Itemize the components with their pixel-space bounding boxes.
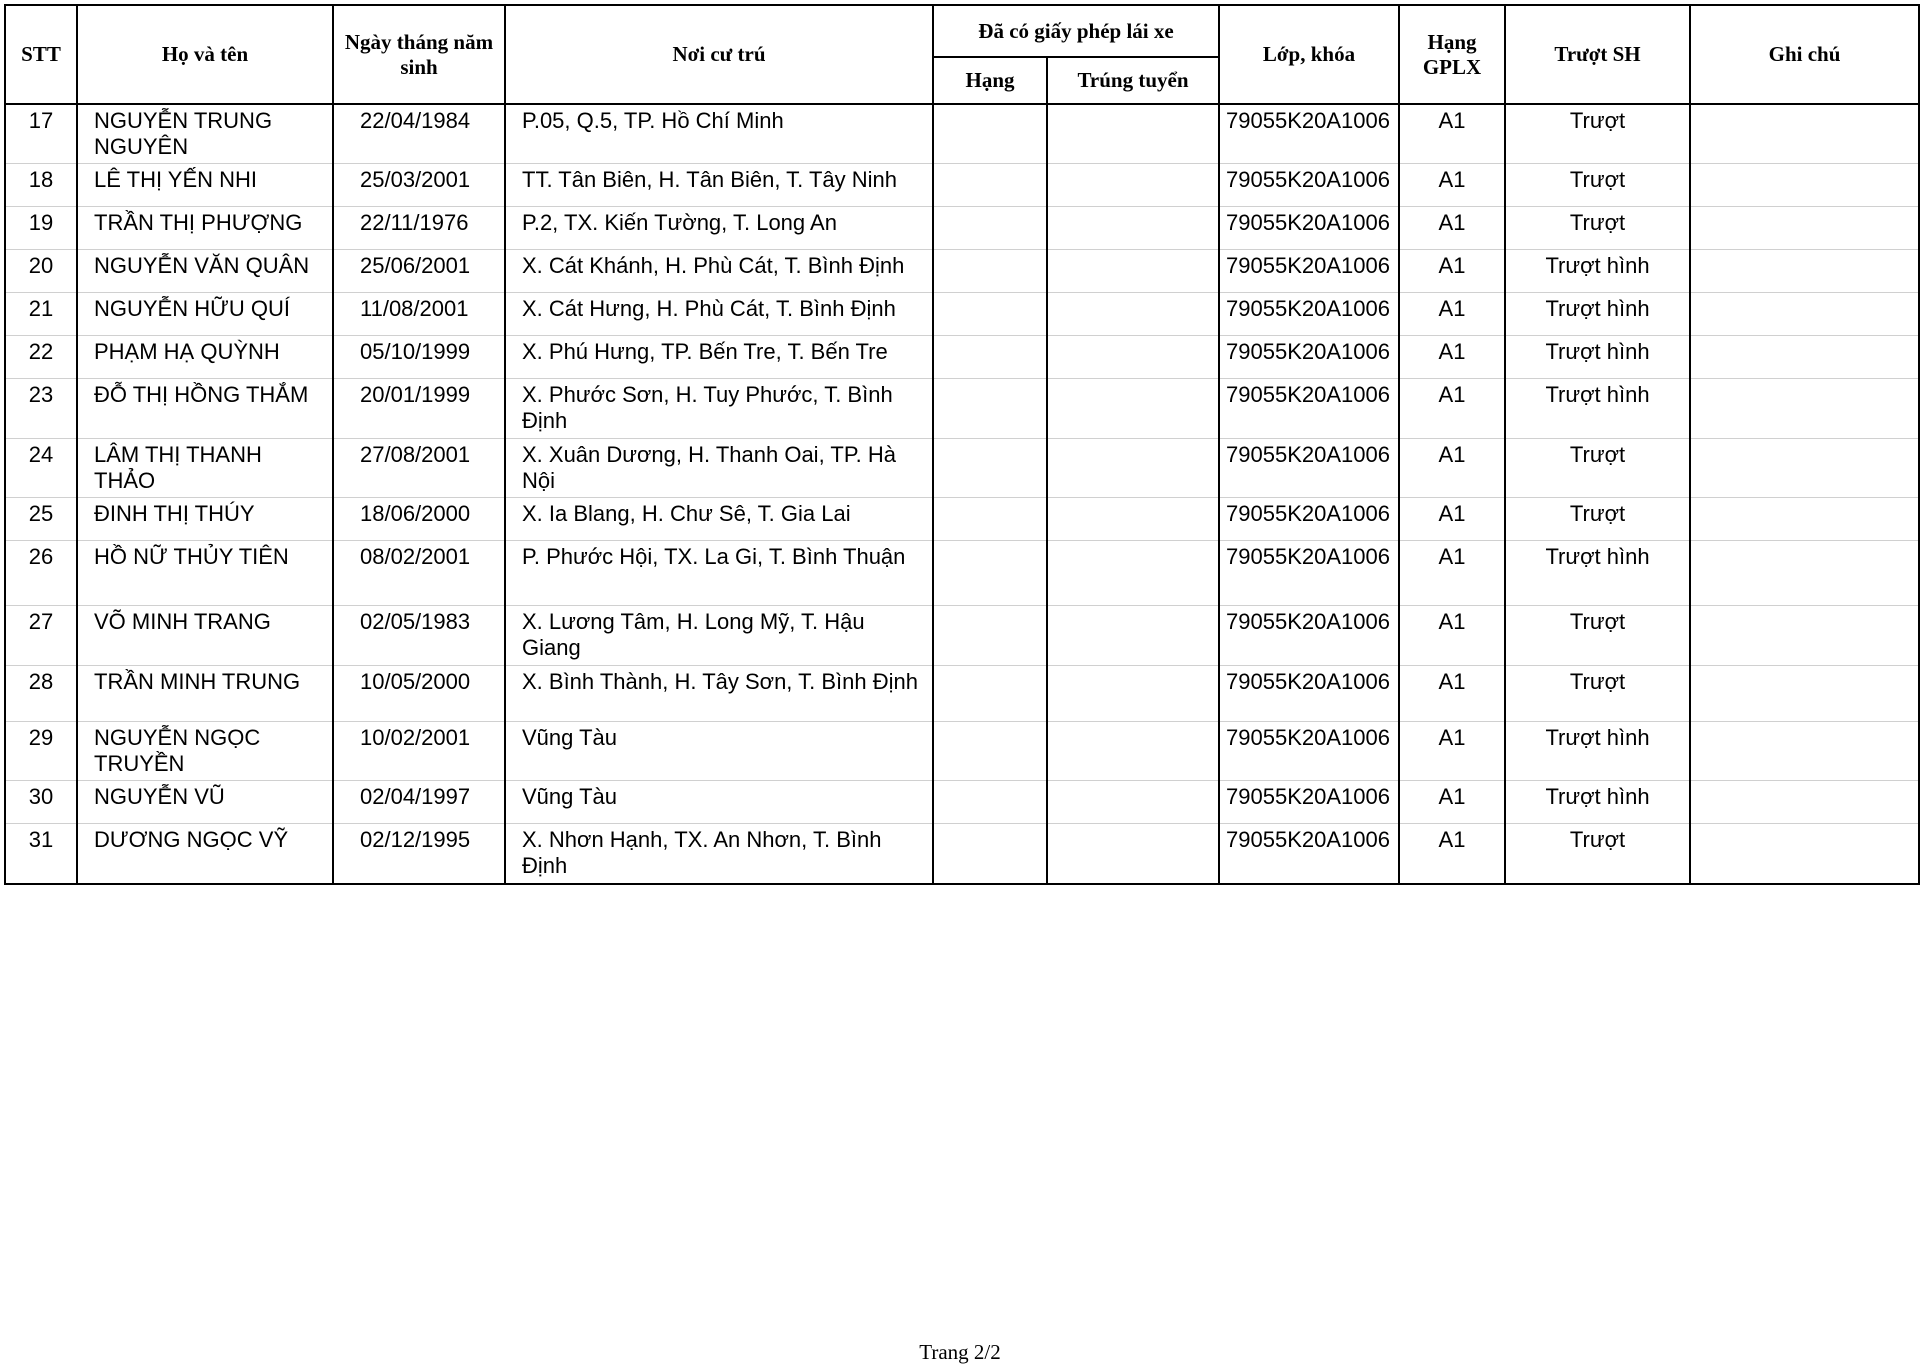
cell-address: X. Phú Hưng, TP. Bến Tre, T. Bến Tre xyxy=(505,336,933,379)
cell-note xyxy=(1690,541,1919,606)
cell-note xyxy=(1690,336,1919,379)
cell-selected xyxy=(1047,164,1219,207)
table-row xyxy=(5,379,1919,438)
cell-selected xyxy=(1047,379,1219,438)
table-row xyxy=(5,824,1919,884)
cell-dob: 11/08/2001 xyxy=(333,293,505,336)
table-row xyxy=(5,207,1919,250)
cell-selected xyxy=(1047,665,1219,721)
cell-stt: 17 xyxy=(5,104,77,164)
cell-stt: 20 xyxy=(5,250,77,293)
cell-class-course: 79055K20A1006 xyxy=(1219,541,1399,606)
cell-fail-sh: Trượt xyxy=(1505,498,1690,541)
cell-selected xyxy=(1047,606,1219,665)
header-name: Họ và tên xyxy=(77,5,333,104)
table-row xyxy=(5,293,1919,336)
cell-fail-sh: Trượt hình xyxy=(1505,721,1690,780)
cell-dob: 10/02/2001 xyxy=(333,721,505,780)
cell-gplx-grade: A1 xyxy=(1399,721,1505,780)
cell-gplx-grade: A1 xyxy=(1399,293,1505,336)
cell-selected xyxy=(1047,541,1219,606)
cell-note xyxy=(1690,250,1919,293)
cell-stt: 27 xyxy=(5,606,77,665)
cell-selected xyxy=(1047,438,1219,497)
cell-fail-sh: Trượt hình xyxy=(1505,379,1690,438)
cell-dob: 22/11/1976 xyxy=(333,207,505,250)
cell-dob: 10/05/2000 xyxy=(333,665,505,721)
cell-license-grade xyxy=(933,207,1047,250)
cell-name: TRẦN THỊ PHƯỢNG xyxy=(77,207,333,250)
cell-class-course: 79055K20A1006 xyxy=(1219,606,1399,665)
cell-name: NGUYỄN NGỌC TRUYỀN xyxy=(77,721,333,780)
cell-note xyxy=(1690,606,1919,665)
cell-license-grade xyxy=(933,164,1047,207)
cell-gplx-grade: A1 xyxy=(1399,498,1505,541)
cell-stt: 22 xyxy=(5,336,77,379)
cell-name: NGUYỄN TRUNG NGUYÊN xyxy=(77,104,333,164)
cell-class-course: 79055K20A1006 xyxy=(1219,438,1399,497)
cell-note xyxy=(1690,379,1919,438)
cell-gplx-grade: A1 xyxy=(1399,824,1505,884)
cell-selected xyxy=(1047,293,1219,336)
cell-stt: 28 xyxy=(5,665,77,721)
cell-name: ĐỖ THỊ HỒNG THẮM xyxy=(77,379,333,438)
cell-class-course: 79055K20A1006 xyxy=(1219,824,1399,884)
table-header xyxy=(5,5,1919,104)
cell-fail-sh: Trượt xyxy=(1505,164,1690,207)
cell-address: X. Cát Khánh, H. Phù Cát, T. Bình Định xyxy=(505,250,933,293)
cell-fail-sh: Trượt hình xyxy=(1505,250,1690,293)
cell-fail-sh: Trượt hình xyxy=(1505,541,1690,606)
cell-fail-sh: Trượt xyxy=(1505,438,1690,497)
cell-name: NGUYỄN VĂN QUÂN xyxy=(77,250,333,293)
cell-note xyxy=(1690,721,1919,780)
cell-selected xyxy=(1047,104,1219,164)
cell-license-grade xyxy=(933,781,1047,824)
header-address: Nơi cư trú xyxy=(505,5,933,104)
cell-name: DƯƠNG NGỌC VỸ xyxy=(77,824,333,884)
table-row xyxy=(5,606,1919,665)
cell-selected xyxy=(1047,721,1219,780)
cell-license-grade xyxy=(933,721,1047,780)
cell-address: TT. Tân Biên, H. Tân Biên, T. Tây Ninh xyxy=(505,164,933,207)
cell-gplx-grade: A1 xyxy=(1399,104,1505,164)
cell-stt: 26 xyxy=(5,541,77,606)
cell-dob: 02/04/1997 xyxy=(333,781,505,824)
cell-stt: 25 xyxy=(5,498,77,541)
cell-dob: 27/08/2001 xyxy=(333,438,505,497)
cell-selected xyxy=(1047,336,1219,379)
header-class-course: Lớp, khóa xyxy=(1219,5,1399,104)
cell-note xyxy=(1690,781,1919,824)
cell-note xyxy=(1690,824,1919,884)
cell-license-grade xyxy=(933,379,1047,438)
cell-gplx-grade: A1 xyxy=(1399,781,1505,824)
cell-address: X. Bình Thành, H. Tây Sơn, T. Bình Định xyxy=(505,665,933,721)
cell-dob: 20/01/1999 xyxy=(333,379,505,438)
cell-gplx-grade: A1 xyxy=(1399,207,1505,250)
cell-name: PHẠM HẠ QUỲNH xyxy=(77,336,333,379)
cell-fail-sh: Trượt xyxy=(1505,824,1690,884)
cell-gplx-grade: A1 xyxy=(1399,438,1505,497)
cell-name: NGUYỄN HỮU QUÍ xyxy=(77,293,333,336)
cell-class-course: 79055K20A1006 xyxy=(1219,104,1399,164)
cell-name: TRẦN MINH TRUNG xyxy=(77,665,333,721)
cell-note xyxy=(1690,498,1919,541)
cell-note xyxy=(1690,207,1919,250)
cell-license-grade xyxy=(933,104,1047,164)
cell-gplx-grade: A1 xyxy=(1399,541,1505,606)
cell-dob: 02/05/1983 xyxy=(333,606,505,665)
cell-gplx-grade: A1 xyxy=(1399,665,1505,721)
table-row xyxy=(5,498,1919,541)
cell-selected xyxy=(1047,250,1219,293)
cell-address: X. Lương Tâm, H. Long Mỹ, T. Hậu Giang xyxy=(505,606,933,665)
cell-class-course: 79055K20A1006 xyxy=(1219,336,1399,379)
cell-license-grade xyxy=(933,498,1047,541)
header-stt: STT xyxy=(5,5,77,104)
cell-name: LÊ THỊ YẾN NHI xyxy=(77,164,333,207)
header-license-grade: Hạng xyxy=(933,57,1047,104)
cell-license-grade xyxy=(933,665,1047,721)
table-row xyxy=(5,781,1919,824)
cell-selected xyxy=(1047,824,1219,884)
cell-class-course: 79055K20A1006 xyxy=(1219,665,1399,721)
table-row xyxy=(5,541,1919,606)
cell-license-grade xyxy=(933,250,1047,293)
cell-address: P.05, Q.5, TP. Hồ Chí Minh xyxy=(505,104,933,164)
cell-class-course: 79055K20A1006 xyxy=(1219,721,1399,780)
cell-license-grade xyxy=(933,293,1047,336)
cell-stt: 30 xyxy=(5,781,77,824)
cell-address: X. Xuân Dương, H. Thanh Oai, TP. Hà Nội xyxy=(505,438,933,497)
cell-gplx-grade: A1 xyxy=(1399,336,1505,379)
cell-fail-sh: Trượt hình xyxy=(1505,781,1690,824)
cell-note xyxy=(1690,438,1919,497)
cell-class-course: 79055K20A1006 xyxy=(1219,498,1399,541)
header-gplx-grade: Hạng GPLX xyxy=(1399,5,1505,104)
cell-dob: 08/02/2001 xyxy=(333,541,505,606)
cell-class-course: 79055K20A1006 xyxy=(1219,379,1399,438)
cell-address: X. Nhơn Hạnh, TX. An Nhơn, T. Bình Định xyxy=(505,824,933,884)
header-dob: Ngày tháng năm sinh xyxy=(333,5,505,104)
table-row xyxy=(5,721,1919,780)
cell-class-course: 79055K20A1006 xyxy=(1219,250,1399,293)
cell-stt: 21 xyxy=(5,293,77,336)
cell-fail-sh: Trượt xyxy=(1505,104,1690,164)
header-fail-sh: Trượt SH xyxy=(1505,5,1690,104)
cell-name: LÂM THỊ THANH THẢO xyxy=(77,438,333,497)
table-row xyxy=(5,665,1919,721)
header-note: Ghi chú xyxy=(1690,5,1919,104)
table-row xyxy=(5,438,1919,497)
cell-stt: 29 xyxy=(5,721,77,780)
table-row xyxy=(5,336,1919,379)
results-table xyxy=(4,4,1920,885)
cell-name: VÕ MINH TRANG xyxy=(77,606,333,665)
cell-license-grade xyxy=(933,438,1047,497)
cell-class-course: 79055K20A1006 xyxy=(1219,164,1399,207)
cell-selected xyxy=(1047,781,1219,824)
page-number: Trang 2/2 xyxy=(919,1340,1001,1364)
cell-gplx-grade: A1 xyxy=(1399,250,1505,293)
cell-class-course: 79055K20A1006 xyxy=(1219,781,1399,824)
cell-address: X. Cát Hưng, H. Phù Cát, T. Bình Định xyxy=(505,293,933,336)
table-row xyxy=(5,104,1919,164)
cell-address: Vũng Tàu xyxy=(505,721,933,780)
cell-stt: 31 xyxy=(5,824,77,884)
cell-stt: 23 xyxy=(5,379,77,438)
cell-fail-sh: Trượt xyxy=(1505,665,1690,721)
cell-dob: 25/06/2001 xyxy=(333,250,505,293)
cell-fail-sh: Trượt xyxy=(1505,606,1690,665)
cell-address: P. Phước Hội, TX. La Gi, T. Bình Thuận xyxy=(505,541,933,606)
cell-dob: 18/06/2000 xyxy=(333,498,505,541)
table-row xyxy=(5,250,1919,293)
cell-license-grade xyxy=(933,824,1047,884)
cell-address: X. Phước Sơn, H. Tuy Phước, T. Bình Định xyxy=(505,379,933,438)
cell-address: X. Ia Blang, H. Chư Sê, T. Gia Lai xyxy=(505,498,933,541)
cell-stt: 19 xyxy=(5,207,77,250)
cell-dob: 22/04/1984 xyxy=(333,104,505,164)
table-body xyxy=(5,104,1919,884)
header-selected: Trúng tuyển xyxy=(1047,57,1219,104)
table-row xyxy=(5,164,1919,207)
cell-stt: 24 xyxy=(5,438,77,497)
cell-fail-sh: Trượt xyxy=(1505,207,1690,250)
cell-name: NGUYỄN VŨ xyxy=(77,781,333,824)
cell-gplx-grade: A1 xyxy=(1399,606,1505,665)
cell-license-grade xyxy=(933,336,1047,379)
cell-stt: 18 xyxy=(5,164,77,207)
cell-fail-sh: Trượt hình xyxy=(1505,293,1690,336)
header-existing-license: Đã có giấy phép lái xe xyxy=(933,5,1219,57)
cell-license-grade xyxy=(933,606,1047,665)
cell-selected xyxy=(1047,207,1219,250)
cell-name: ĐINH THỊ THÚY xyxy=(77,498,333,541)
cell-dob: 25/03/2001 xyxy=(333,164,505,207)
cell-address: Vũng Tàu xyxy=(505,781,933,824)
cell-dob: 05/10/1999 xyxy=(333,336,505,379)
cell-class-course: 79055K20A1006 xyxy=(1219,293,1399,336)
cell-selected xyxy=(1047,498,1219,541)
cell-class-course: 79055K20A1006 xyxy=(1219,207,1399,250)
cell-note xyxy=(1690,104,1919,164)
cell-gplx-grade: A1 xyxy=(1399,164,1505,207)
cell-name: HỒ NỮ THỦY TIÊN xyxy=(77,541,333,606)
cell-address: P.2, TX. Kiến Tường, T. Long An xyxy=(505,207,933,250)
cell-note xyxy=(1690,293,1919,336)
cell-fail-sh: Trượt hình xyxy=(1505,336,1690,379)
cell-gplx-grade: A1 xyxy=(1399,379,1505,438)
cell-note xyxy=(1690,665,1919,721)
cell-dob: 02/12/1995 xyxy=(333,824,505,884)
cell-note xyxy=(1690,164,1919,207)
cell-license-grade xyxy=(933,541,1047,606)
